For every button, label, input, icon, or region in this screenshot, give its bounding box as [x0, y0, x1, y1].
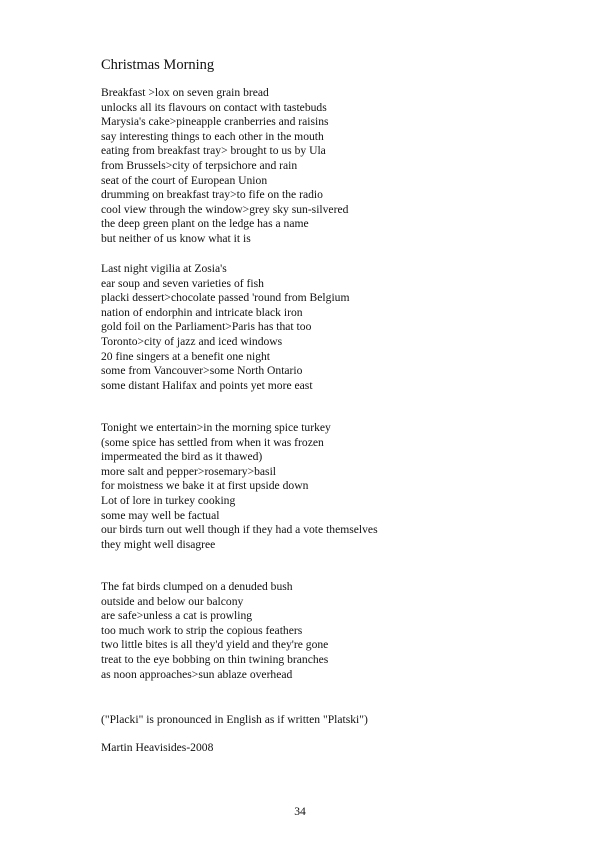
poem-line: some from Vancouver>some North Ontario — [101, 364, 303, 378]
poem-line: cool view through the window>grey sky sun-silvered — [101, 202, 349, 216]
poem-line: Last night vigilia at Zosia's — [101, 262, 227, 275]
poem-line: The fat birds clumped on a denuded bush — [101, 580, 293, 593]
poem-line: Breakfast >lox on seven grain bread — [101, 86, 269, 99]
poem-line: are safe>unless a cat is prowling — [101, 609, 253, 623]
stanza-3 — [101, 421, 378, 552]
poem-line: but neither of us know what it is — [101, 231, 251, 245]
pronunciation-note: ("Placki" is pronounced in English as if written "Platski") — [101, 713, 368, 726]
poem-line: from Brussels>city of terpsichore and rain — [101, 158, 298, 172]
poem-line: impermeated the bird as it thawed) — [101, 450, 263, 464]
poem-line: for moistness we bake it at first upside down — [101, 479, 309, 493]
poem-line: as noon approaches>sun ablaze overhead — [101, 667, 293, 681]
poem-line: Tonight we entertain>in the morning spice turkey — [101, 421, 331, 434]
poem-title: Christmas Morning — [101, 57, 215, 73]
poem-line: some distant Halifax and points yet more east — [101, 378, 313, 392]
poem-line: treat to the eye bobbing on thin twining branches — [101, 652, 329, 666]
poem-line: gold foil on the Parliament>Paris has that too — [101, 320, 312, 334]
stanza-2 — [101, 262, 350, 393]
poem-line: the deep green plant on the ledge has a name — [101, 217, 309, 231]
poem-line: eating from breakfast tray> brought to us by Ula — [101, 144, 326, 158]
poem-line: drumming on breakfast tray>to fife on the radio — [101, 188, 323, 202]
author-signature: Martin Heavisides-2008 — [101, 741, 214, 754]
poem-line: nation of endorphin and intricate black iron — [101, 305, 303, 319]
stanza-1 — [101, 86, 348, 247]
poem-line: our birds turn out well though if they had a vote themselves — [101, 523, 378, 537]
poem-line: outside and below our balcony — [101, 594, 244, 608]
poem-line: (some spice has settled from when it was frozen — [101, 435, 324, 449]
poem-line: Toronto>city of jazz and iced windows — [101, 334, 283, 348]
poem-line: Lot of lore in turkey cooking — [101, 493, 236, 507]
poem-line: Marysia's cake>pineapple cranberries and raisins — [101, 115, 329, 129]
poem-line: seat of the court of European Union — [101, 173, 268, 187]
poem-line: say interesting things to each other in the mouth — [101, 129, 324, 143]
poem-line: they might well disagree — [101, 537, 216, 551]
poem-line: more salt and pepper>rosemary>basil — [101, 464, 277, 478]
poem-line: two little bites is all they'd yield and they're gone — [101, 638, 329, 652]
stanza-4 — [101, 580, 328, 682]
poem-line: some may well be factual — [101, 508, 220, 522]
poem-line: 20 fine singers at a benefit one night — [101, 349, 271, 363]
poem-line: placki dessert>chocolate passed 'round from Belgium — [101, 291, 350, 305]
poem-line: unlocks all its flavours on contact with tastebuds — [101, 100, 327, 114]
poem-line: ear soup and seven varieties of fish — [101, 276, 264, 290]
poem-line: too much work to strip the copious feathers — [101, 623, 303, 637]
page-number: 34 — [294, 805, 306, 818]
